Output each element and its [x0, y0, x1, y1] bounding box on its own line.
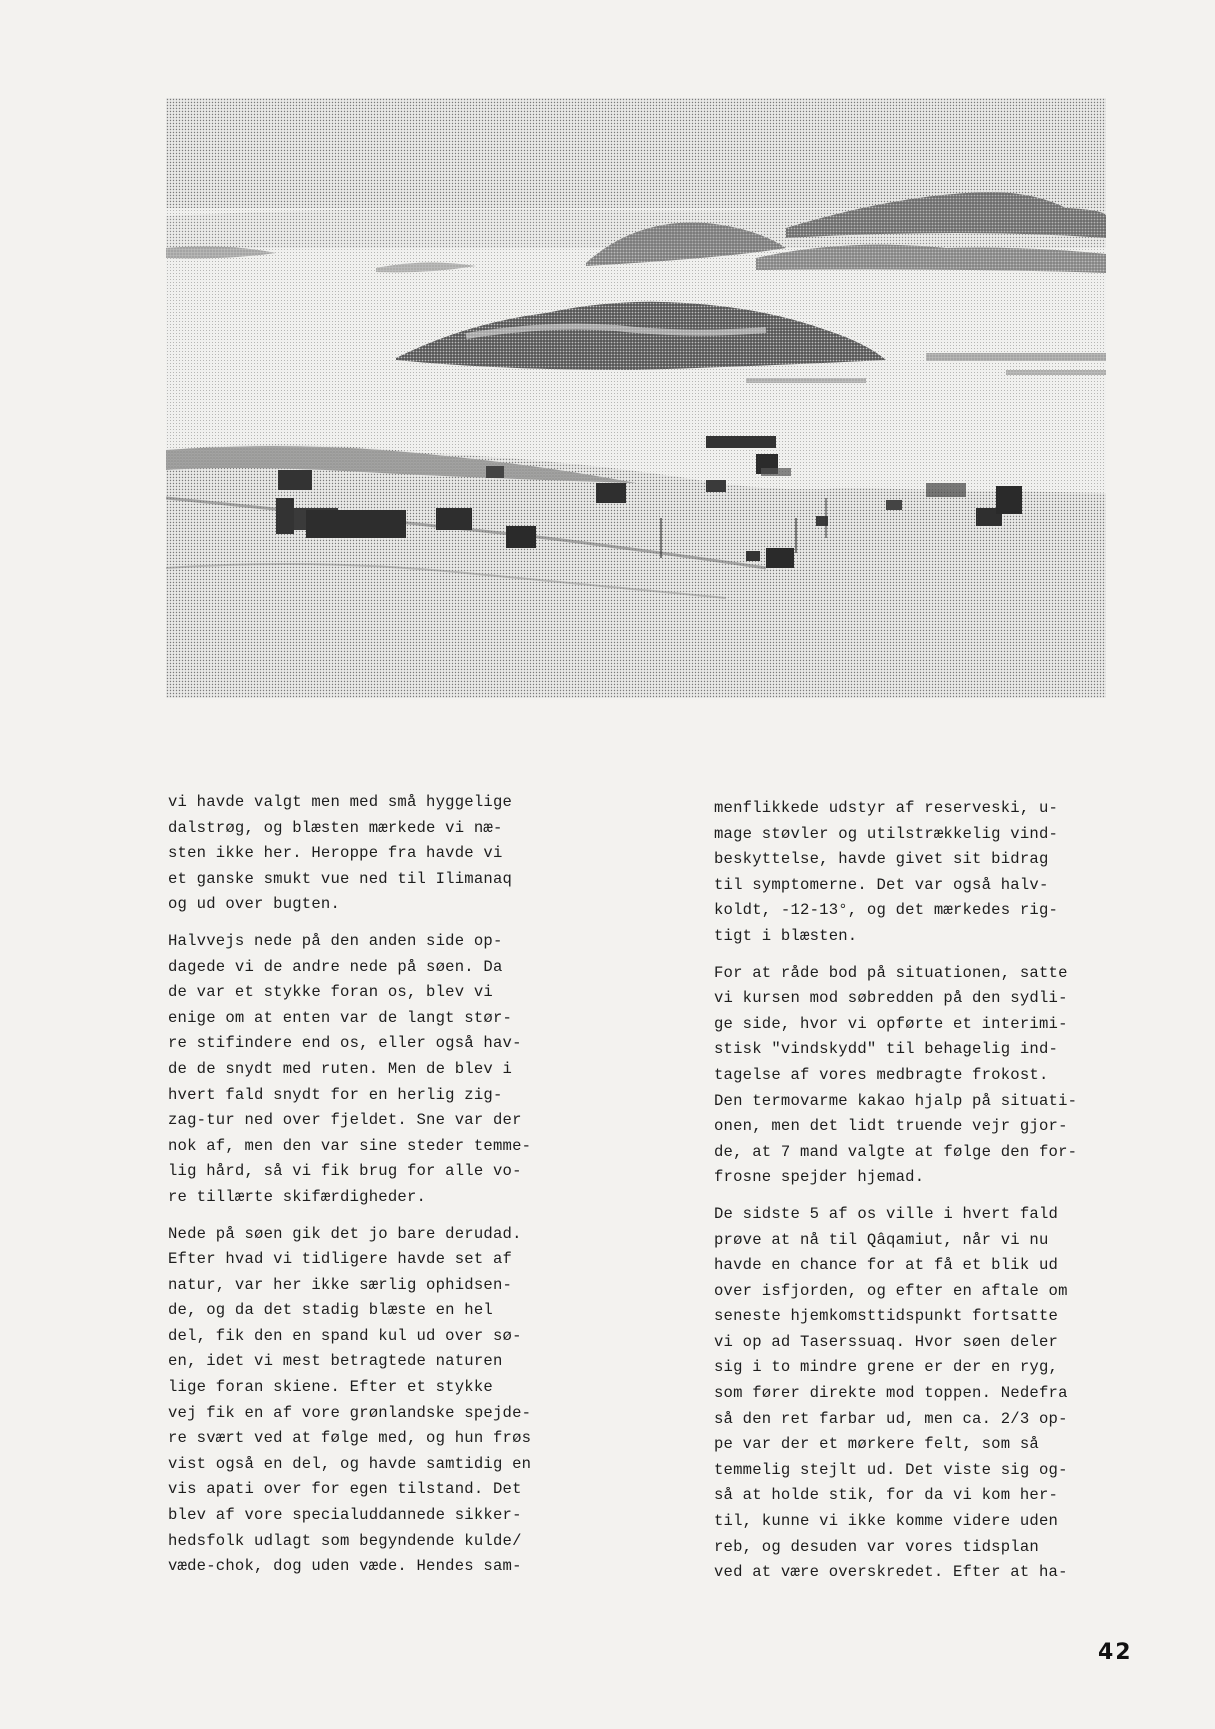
left-column	[168, 790, 568, 1591]
text-line: mage støvler og utilstrækkelig vind-	[714, 824, 1059, 843]
text-line: tagelse af vores medbragte frokost.	[714, 1065, 1049, 1084]
text-line: reb, og desuden var vores tidsplan	[714, 1537, 1039, 1556]
text-line: og ud over bugten.	[168, 895, 341, 914]
paragraph	[168, 929, 568, 1211]
text-line: Halvvejs nede på den anden side op-	[168, 931, 503, 950]
text-line: hvert fald snydt for en herlig zig-	[168, 1085, 503, 1104]
text-line: vis apati over for egen tilstand. Det	[168, 1480, 522, 1499]
text-line: som fører direkte mod toppen. Nedefra	[714, 1384, 1068, 1403]
text-line: de, at 7 mand valgte at følge den for-	[714, 1142, 1078, 1161]
text-line: vi havde valgt men med små hyggelige	[168, 793, 513, 811]
text-line: væde-chok, dog uden væde. Hendes sam-	[168, 1557, 522, 1576]
text-line: lig hård, så vi fik brug for alle vo-	[168, 1162, 522, 1181]
text-line: enige om at enten var de langt stør-	[168, 1008, 513, 1027]
text-line: temmelig stejlt ud. Det viste sig og-	[714, 1460, 1068, 1479]
text-line: over isfjorden, og efter en aftale om	[714, 1281, 1068, 1300]
text-line: vi kursen mod søbredden på den sydli-	[714, 989, 1068, 1008]
right-column	[714, 796, 1114, 1597]
text-line: onen, men det lidt truende vejr gjor-	[714, 1117, 1068, 1136]
text-line: så den ret farbar ud, men ca. 2/3 op-	[714, 1409, 1068, 1428]
paragraph	[168, 790, 568, 918]
text-line: Efter hvad vi tidligere havde set af	[168, 1250, 513, 1269]
text-line: Den termovarme kakao hjalp på situati-	[714, 1091, 1078, 1110]
paragraph	[168, 1222, 568, 1580]
text-line: ved at være overskredet. Efter at ha-	[714, 1563, 1068, 1582]
text-line: del, fik den en spand kul ud over sø-	[168, 1326, 522, 1345]
text-line: lige foran skiene. Efter et stykke	[168, 1378, 493, 1397]
text-line: re stifindere end os, eller også hav-	[168, 1034, 522, 1053]
text-line: de de snydt med ruten. Men de blev i	[168, 1059, 513, 1078]
text-line: menflikkede udstyr af reserveski, u-	[714, 799, 1059, 817]
text-line: frosne spejder hjemad.	[714, 1168, 925, 1187]
landscape-photo	[166, 98, 1106, 698]
text-line: de var et stykke foran os, blev vi	[168, 983, 493, 1002]
text-line: pe var der et mørkere felt, som så	[714, 1435, 1039, 1454]
text-line: hedsfolk udlagt som begyndende kulde/	[168, 1531, 522, 1550]
text-line: ge side, hvor vi opførte et interimi-	[714, 1014, 1068, 1033]
text-line: koldt, -12-13°, og det mærkedes rig-	[714, 901, 1059, 920]
text-line: prøve at nå til Qâqamiut, når vi nu	[714, 1230, 1049, 1249]
text-line: til, kunne vi ikke komme videre uden	[714, 1512, 1059, 1531]
text-line: en, idet vi mest betragtede naturen	[168, 1352, 503, 1371]
text-line: vi op ad Taserssuaq. Hvor søen deler	[714, 1332, 1059, 1351]
text-line: re svært ved at følge med, og hun frøs	[168, 1429, 532, 1448]
text-line: zag-tur ned over fjeldet. Sne var der	[168, 1111, 522, 1130]
text-line: dalstrøg, og blæsten mærkede vi næ-	[168, 818, 503, 837]
page-number: 42	[1098, 1640, 1133, 1665]
text-line: sig i to mindre grene er der en ryg,	[714, 1358, 1059, 1377]
text-line: re tillærte skifærdigheder.	[168, 1187, 427, 1206]
paragraph	[714, 1202, 1114, 1586]
text-line: til symptomerne. Det var også halv-	[714, 875, 1049, 894]
text-line: For at råde bod på situationen, satte	[714, 963, 1068, 982]
text-line: beskyttelse, havde givet sit bidrag	[714, 850, 1049, 869]
text-line: så at holde stik, for da vi kom her-	[714, 1486, 1059, 1505]
text-line: natur, var her ikke særlig ophidsen-	[168, 1275, 513, 1294]
text-line: vist også en del, og havde samtidig en	[168, 1454, 532, 1473]
paragraph	[714, 796, 1114, 950]
text-line: De sidste 5 af os ville i hvert fald	[714, 1204, 1059, 1223]
text-line: tigt i blæsten.	[714, 926, 858, 945]
text-line: Nede på søen gik det jo bare derudad.	[168, 1224, 522, 1243]
text-line: dagede vi de andre nede på søen. Da	[168, 957, 503, 976]
text-line: havde en chance for at få et blik ud	[714, 1256, 1059, 1275]
text-line: blev af vore specialuddannede sikker-	[168, 1506, 522, 1525]
text-line: de, og da det stadig blæste en hel	[168, 1301, 493, 1320]
text-line: sten ikke her. Heroppe fra havde vi	[168, 844, 503, 863]
paragraph	[714, 961, 1114, 1191]
text-line: stisk "vindskydd" til behagelig ind-	[714, 1040, 1059, 1059]
text-line: et ganske smukt vue ned til Ilimanaq	[168, 869, 513, 888]
text-line: seneste hjemkomsttidspunkt fortsatte	[714, 1307, 1059, 1326]
text-line: vej fik en af vore grønlandske spejde-	[168, 1403, 532, 1422]
text-line: nok af, men den var sine steder temme-	[168, 1136, 532, 1155]
